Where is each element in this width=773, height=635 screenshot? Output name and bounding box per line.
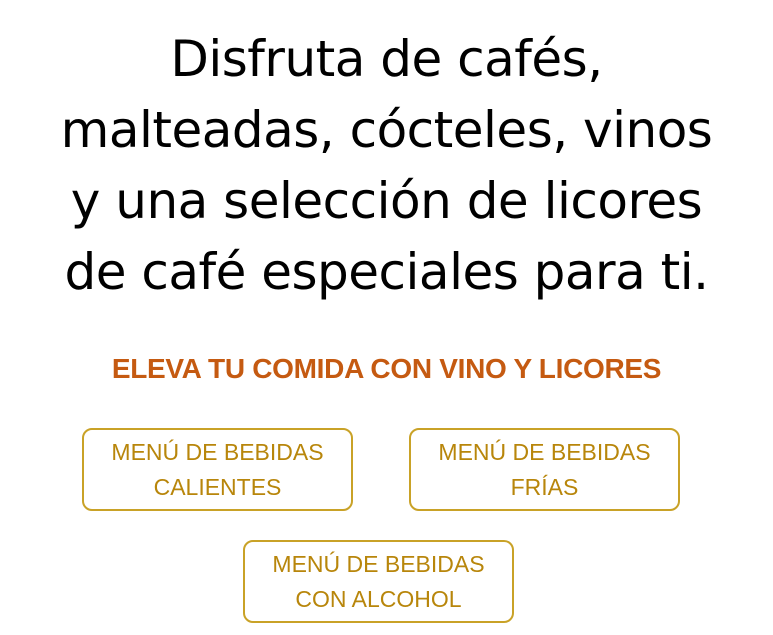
cold-drinks-menu-button[interactable] (409, 428, 680, 511)
headline-line-1: Disfruta de cafés, (170, 30, 603, 88)
headline-line-4: de café especiales para ti. (64, 243, 709, 301)
hot-drinks-menu-label-line-2: CALIENTES (153, 473, 282, 500)
section-subtitle: ELEVA TU COMIDA CON VINO Y LICORES (111, 353, 662, 384)
headline (0, 24, 773, 308)
alcohol-drinks-menu-label-line-1: MENÚ DE BEBIDAS (272, 550, 485, 577)
hot-drinks-menu-button[interactable] (82, 428, 353, 511)
hot-drinks-menu-label-line-1: MENÚ DE BEBIDAS (111, 438, 324, 465)
headline-line-2: malteadas, cócteles, vinos (60, 101, 713, 159)
cold-drinks-menu-label-line-1: MENÚ DE BEBIDAS (438, 438, 651, 465)
alcohol-drinks-menu-label-line-2: CON ALCOHOL (295, 585, 462, 612)
headline-line-3: y una selección de licores (70, 172, 703, 230)
alcohol-drinks-menu-button[interactable] (243, 540, 514, 623)
cold-drinks-menu-label-line-2: FRÍAS (510, 473, 579, 500)
